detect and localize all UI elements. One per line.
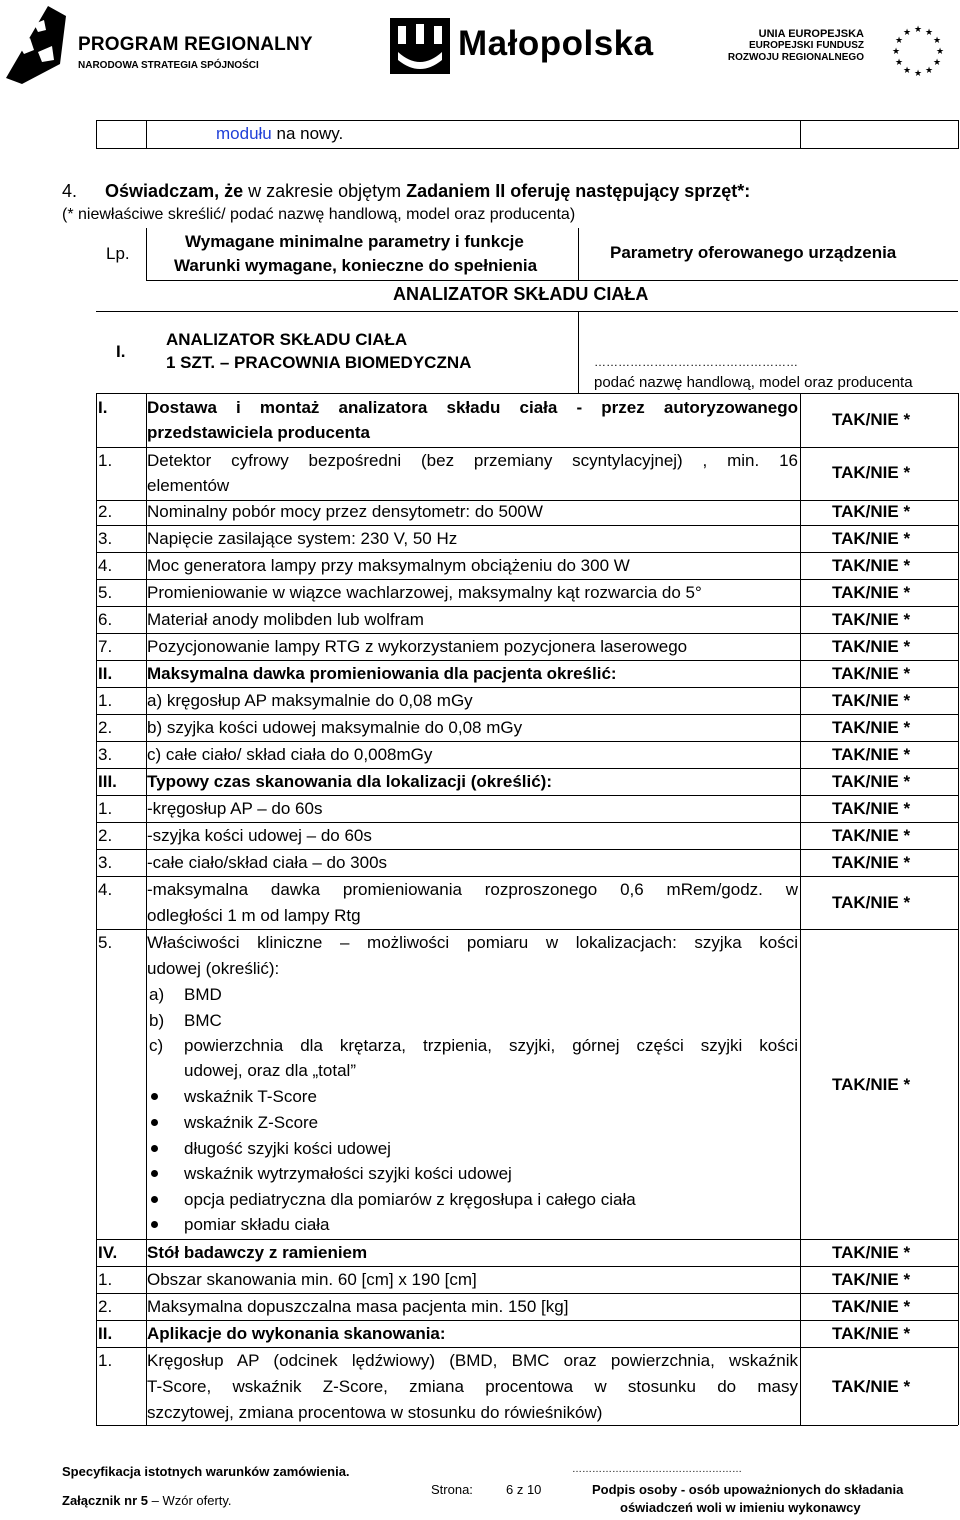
- eu-line2: EUROPEJSKI FUNDUSZ: [748, 40, 864, 51]
- svg-text:★: ★: [924, 28, 934, 38]
- row-text: Maksymalna dopuszczalna masa pacjenta min. 150 [kg]: [147, 1297, 569, 1316]
- table-row-divider: [96, 1347, 958, 1348]
- row-text: Stół badawczy z ramieniem: [147, 1243, 368, 1262]
- row-text: Napięcie zasilające system: 230 V, 50 Hz: [147, 529, 458, 548]
- device-num: I.: [116, 342, 126, 361]
- section-heading: [62, 181, 750, 201]
- tak-nie-status: TAK/NIE *: [832, 826, 911, 845]
- device-qty: 1 SZT. – PRACOWNIA BIOMEDYCZNA: [166, 353, 472, 372]
- bullet-item: wskaźnik Z-Score: [184, 1113, 319, 1132]
- device-dots: ……………………………………………: [594, 355, 798, 369]
- section-mid: w zakresie objętym: [243, 181, 407, 201]
- table-row-divider: [96, 741, 958, 742]
- table-row-divider: [96, 876, 958, 877]
- footer-sign2: oświadczeń woli w imieniu wykonawcy: [620, 1500, 861, 1515]
- table-row-divider: [96, 660, 958, 661]
- tak-nie-status: TAK/NIE *: [832, 463, 911, 482]
- svg-text:★: ★: [932, 58, 942, 68]
- grid-v-left: [96, 393, 97, 1425]
- bullet-icon: [151, 1119, 158, 1126]
- clinical-line2: udowej (określić):: [147, 959, 280, 978]
- prev-row-v3: [800, 120, 801, 149]
- row-num: 5.: [98, 583, 113, 602]
- th-divider: [146, 280, 958, 281]
- section-bold2: Zadaniem II oferuję następujący sprzęt*:: [406, 181, 751, 201]
- table-row-divider: [96, 1266, 958, 1267]
- program-subtitle: NARODOWA STRATEGIA SPÓJNOŚCI: [78, 60, 259, 71]
- bullet-item: opcja pediatryczna dla pomiarów z kręgosłupa i całego ciała: [184, 1190, 636, 1209]
- table-row-divider: [96, 393, 958, 394]
- row-num: 4.: [98, 556, 113, 575]
- row-text: Materiał anody molibden lub wolfram: [147, 610, 424, 629]
- row-num: 3.: [98, 529, 113, 548]
- row-num: I.: [98, 398, 108, 417]
- prev-row-bottom: [96, 148, 958, 149]
- program-emblem-icon: [4, 4, 74, 84]
- tak-nie-status: TAK/NIE *: [832, 745, 911, 764]
- tak-nie-status: TAK/NIE *: [832, 1377, 911, 1396]
- tak-nie-status: TAK/NIE *: [832, 1243, 911, 1262]
- footer-annex-bold: Załącznik nr 5: [62, 1493, 148, 1508]
- row-text: Moc generatora lampy przy maksymalnym obciążeniu do 300 W: [147, 556, 630, 575]
- tak-nie-status: TAK/NIE *: [832, 772, 911, 791]
- row-text-cont: odległości 1 m od lampy Rtg: [147, 906, 361, 925]
- svg-text:★: ★: [891, 47, 901, 57]
- row-text: Detektor cyfrowy bezpośredni (bez przemiany scyntylacyjnej) , min. 16: [147, 451, 798, 470]
- table-row-divider: [96, 687, 958, 688]
- tak-nie-status: TAK/NIE *: [832, 637, 911, 656]
- table-row-divider: [96, 768, 958, 769]
- row-text: Promieniowanie w wiązce wachlarzowej, maksymalny kąt rozwarcia do 5°: [147, 583, 702, 602]
- row-num: 6.: [98, 610, 113, 629]
- th-device: ANALIZATOR SKŁADU CIAŁA: [393, 284, 649, 304]
- device-row-top: [96, 311, 958, 312]
- row-num: 1.: [98, 1351, 113, 1370]
- clinical-b-label: b): [149, 1011, 165, 1030]
- footer-page-value: 6 z 10: [506, 1482, 542, 1497]
- svg-text:★: ★: [932, 36, 942, 46]
- bullet-item: długość szyjki kości udowej: [184, 1139, 391, 1158]
- program-regionalny-logo: [4, 4, 324, 84]
- table-row-divider: [96, 633, 958, 634]
- tak-nie-status: TAK/NIE *: [832, 1270, 911, 1289]
- table-row-divider: [96, 1293, 958, 1294]
- th-req2: Warunki wymagane, konieczne do spełnienia: [174, 256, 538, 275]
- prev-row-text: [216, 124, 343, 144]
- tak-nie-status: TAK/NIE *: [832, 502, 911, 521]
- row-text: Pozycjonowanie lampy RTG z wykorzystaniem pozycjonera laserowego: [147, 637, 688, 656]
- table-row-divider: [96, 822, 958, 823]
- grid-v-val: [800, 393, 801, 1425]
- footer-annex-rest: – Wzór oferty.: [147, 1493, 232, 1508]
- row-num: 1.: [98, 451, 113, 470]
- svg-text:★: ★: [913, 69, 923, 78]
- table-row-divider: [96, 447, 958, 448]
- last-row-line3: szczytowej, zmiana procentowa w stosunku do rówieśników): [147, 1403, 603, 1422]
- eu-label: [728, 28, 864, 64]
- prev-row-v2: [146, 120, 147, 149]
- svg-text:★: ★: [902, 66, 912, 76]
- svg-text:★: ★: [902, 28, 912, 38]
- table-row-divider: [96, 579, 958, 580]
- row-text: b) szyjka kości udowej maksymalnie do 0,08 mGy: [147, 718, 523, 737]
- table-row-divider: [96, 795, 958, 796]
- row-text: Nominalny pobór mocy przez densytometr: do 500W: [147, 502, 543, 521]
- th-lp: Lp.: [106, 244, 130, 263]
- bullet-icon: [151, 1221, 158, 1228]
- eu-flag-icon: [878, 18, 958, 78]
- row-num: 4.: [98, 880, 113, 899]
- row-num: 7.: [98, 637, 113, 656]
- tak-nie-status: TAK/NIE *: [832, 1075, 911, 1094]
- tak-nie-status: TAK/NIE *: [832, 664, 911, 683]
- tak-nie-status: TAK/NIE *: [832, 583, 911, 602]
- section-note: (* niewłaściwe skreślić/ podać nazwę handlową, model oraz producenta): [62, 206, 576, 223]
- device-vline: [578, 311, 579, 393]
- prev-row-v4: [958, 120, 959, 149]
- malopolska-emblem-icon: [388, 16, 452, 76]
- table-row-divider: [96, 552, 958, 553]
- section-bold1: Oświadczam, że: [105, 181, 244, 201]
- bullet-icon: [151, 1196, 158, 1203]
- row-num: 1.: [98, 691, 113, 710]
- program-title: PROGRAM REGIONALNY: [78, 34, 313, 55]
- region-title: Małopolska: [458, 24, 654, 63]
- footer-sign1: Podpis osoby - osób upoważnionych do składania: [592, 1482, 904, 1497]
- bullet-icon: [151, 1170, 158, 1177]
- device-name: ANALIZATOR SKŁADU CIAŁA: [166, 330, 408, 349]
- bullet-icon: [151, 1145, 158, 1152]
- table-row-divider: [96, 714, 958, 715]
- tak-nie-status: TAK/NIE *: [832, 1324, 911, 1343]
- tak-nie-status: TAK/NIE *: [832, 610, 911, 629]
- bullet-item: wskaźnik wytrzymałości szyjki kości udowej: [184, 1164, 512, 1183]
- malopolska-logo: [388, 16, 660, 76]
- prev-row-top: [96, 120, 958, 121]
- tak-nie-status: TAK/NIE *: [832, 410, 911, 429]
- row-num: 1.: [98, 1270, 113, 1289]
- svg-text:★: ★: [913, 25, 923, 35]
- tak-nie-status: TAK/NIE *: [832, 691, 911, 710]
- footer-spec: Specyfikacja istotnych warunków zamówienia.: [62, 1464, 350, 1479]
- tak-nie-status: TAK/NIE *: [832, 1297, 911, 1316]
- row-text: -maksymalna dawka promieniowania rozproszonego 0,6 mRem/godz. w: [147, 880, 798, 899]
- svg-text:★: ★: [894, 58, 904, 68]
- prev-row-rest: na nowy.: [271, 124, 344, 143]
- svg-text:★: ★: [924, 66, 934, 76]
- row-text: c) całe ciało/ skład ciała do 0,008mGy: [147, 745, 433, 764]
- row-num: 2.: [98, 502, 113, 521]
- clinical-line1: Właściwości kliniczne – możliwości pomiaru w lokalizacjach: szyjka kości: [147, 933, 798, 952]
- footer-page-label: Strona:: [431, 1482, 473, 1497]
- tak-nie-status: TAK/NIE *: [832, 893, 911, 912]
- row-text-cont: elementów: [147, 476, 230, 495]
- row-text: -całe ciało/skład ciała – do 300s: [147, 853, 388, 872]
- bullet-item: wskaźnik T-Score: [184, 1087, 317, 1106]
- row-num: 2.: [98, 718, 113, 737]
- clinical-a-label: a): [149, 985, 165, 1004]
- table-row-divider: [96, 525, 958, 526]
- row-text: Maksymalna dawka promieniowania dla pacjenta określić:: [147, 664, 617, 683]
- bullet-item: pomiar składu ciała: [184, 1215, 330, 1234]
- clinical-c-text1: powierzchnia dla krętarza, trzpienia, szyjki, górnej części szyjki kości: [184, 1036, 798, 1055]
- th-vline: [146, 228, 147, 280]
- clinical-c-label: c): [149, 1036, 164, 1055]
- bullet-icon: [151, 1093, 158, 1100]
- clinical-a-text: BMD: [184, 985, 222, 1004]
- row-num: 3.: [98, 853, 113, 872]
- row-num: 1.: [98, 799, 113, 818]
- tak-nie-status: TAK/NIE *: [832, 529, 911, 548]
- tak-nie-status: TAK/NIE *: [832, 853, 911, 872]
- svg-text:★: ★: [935, 47, 945, 57]
- prev-row-v1: [96, 120, 97, 149]
- tak-nie-status: TAK/NIE *: [832, 799, 911, 818]
- row-num: III.: [98, 772, 117, 791]
- row-num: 3.: [98, 745, 113, 764]
- table-row-divider: [96, 929, 958, 930]
- tak-nie-status: TAK/NIE *: [832, 718, 911, 737]
- th-vline2: [578, 228, 579, 280]
- grid-v-right: [958, 393, 959, 1425]
- section-number: 4.: [62, 181, 78, 201]
- table-row-divider: [96, 1239, 958, 1240]
- table-row-divider: [96, 500, 958, 501]
- row-text: -kręgosłup AP – do 60s: [147, 799, 323, 818]
- table-row-divider: [96, 1425, 958, 1426]
- table-row-divider: [96, 849, 958, 850]
- row-num: IV.: [98, 1243, 118, 1262]
- table-row-divider: [96, 1320, 958, 1321]
- clinical-b-text: BMC: [184, 1011, 222, 1030]
- table-row-divider: [96, 606, 958, 607]
- row-num: II.: [98, 664, 113, 683]
- tak-nie-status: TAK/NIE *: [832, 556, 911, 575]
- clinical-c-text2: udowej, oraz dla „total”: [184, 1061, 356, 1080]
- row-num: II.: [98, 1324, 113, 1343]
- row-text: -szyjka kości udowej – do 60s: [147, 826, 372, 845]
- last-row-line2: T-Score, wskaźnik Z-Score, zmiana procentowa w stosunku do masy: [147, 1377, 798, 1396]
- eu-line3: ROZWOJU REGIONALNEGO: [727, 52, 864, 63]
- row-num: 2.: [98, 826, 113, 845]
- clinical-num: 5.: [98, 933, 113, 952]
- row-text: Aplikacje do wykonania skanowania:: [147, 1324, 446, 1343]
- footer-sign-dots: ……………………………………………: [572, 1464, 742, 1475]
- row-text-cont: przedstawiciela producenta: [147, 423, 370, 442]
- row-text: a) kręgosłup AP maksymalnie do 0,08 mGy: [147, 691, 473, 710]
- device-hint: podać nazwę handlową, model oraz producenta: [594, 374, 913, 391]
- footer-annex: [62, 1493, 232, 1508]
- row-text: Typowy czas skanowania dla lokalizacji (określić):: [147, 772, 553, 791]
- row-text: Obszar skanowania min. 60 [cm] x 190 [cm]: [147, 1270, 477, 1289]
- last-row-line1: Kręgosłup AP (odcinek lędźwiowy) (BMD, BMC oraz powierzchnia, wskaźnik: [147, 1351, 798, 1370]
- row-num: 2.: [98, 1297, 113, 1316]
- th-req1: Wymagane minimalne parametry i funkcje: [185, 232, 524, 251]
- row-text: Dostawa i montaż analizatora składu ciała - przez autoryzowanego: [147, 398, 798, 417]
- th-offer: Parametry oferowanego urządzenia: [610, 243, 897, 262]
- prev-row-blue: modułu: [216, 124, 272, 143]
- svg-text:★: ★: [894, 36, 904, 46]
- eu-line1: UNIA EUROPEJSKA: [758, 28, 864, 40]
